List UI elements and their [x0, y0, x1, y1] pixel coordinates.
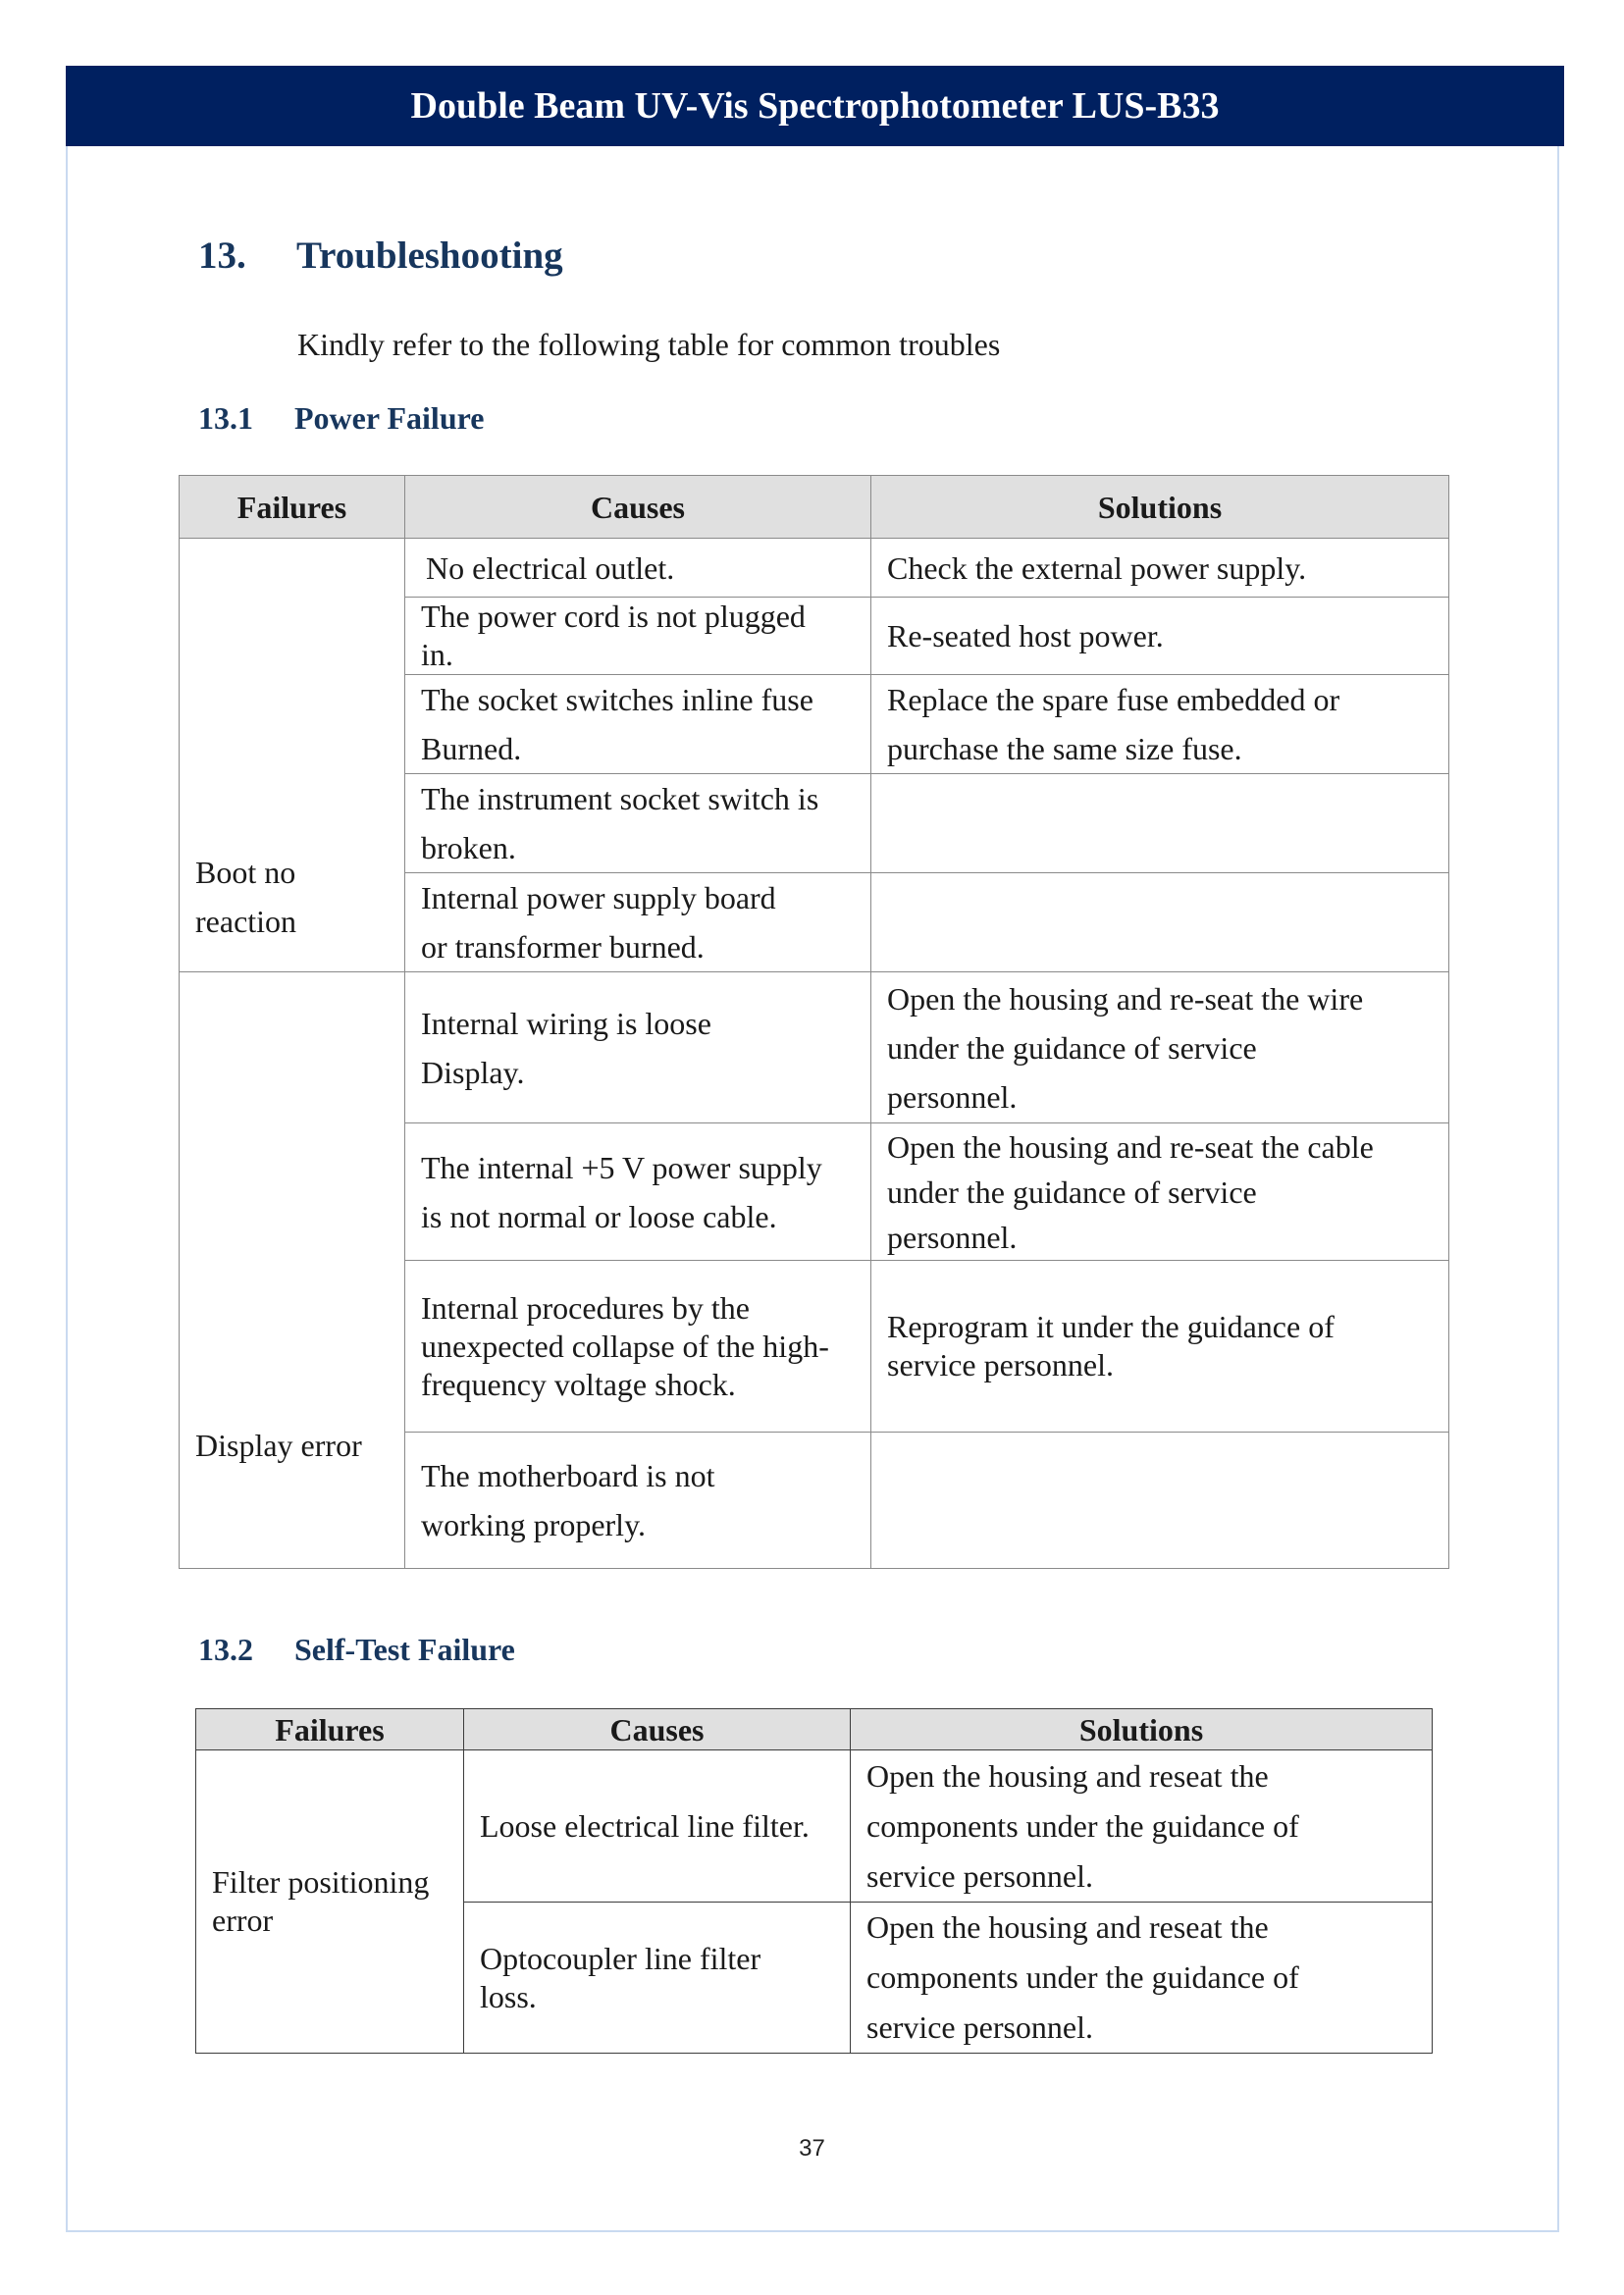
solution-cell-empty [871, 774, 1449, 873]
column-header-failures: Failures [196, 1709, 464, 1750]
column-header-causes: Causes [464, 1709, 851, 1750]
solution-cell: Open the housing and re-seat the wire under the guidance of service personnel. [871, 972, 1449, 1123]
solution-cell: Open the housing and reseat the components under the guidance of service personnel. [851, 1750, 1433, 1903]
column-header-failures: Failures [180, 476, 405, 539]
cause-cell: Optocoupler line filter loss. [464, 1903, 851, 2054]
cause-cell: The internal +5 V power supply is not normal or loose cable. [405, 1123, 871, 1261]
cause-cell: Loose electrical line filter. [464, 1750, 851, 1903]
table-header-row [196, 1709, 1433, 1750]
solution-cell-empty [871, 873, 1449, 972]
failure-cell: Display error [180, 972, 405, 1569]
subsection-title-selftest: Self-Test Failure [294, 1632, 515, 1667]
table-row [180, 972, 1449, 1123]
cause-cell: Internal wiring is loose Display. [405, 972, 871, 1123]
cause-cell: Internal procedures by the unexpected collapse of the high- frequency voltage shock. [405, 1261, 871, 1433]
section-intro: Kindly refer to the following table for common troubles [297, 327, 1001, 362]
document-title-bar [66, 66, 1564, 146]
cause-cell: No electrical outlet. [405, 539, 871, 598]
cause-cell: The socket switches inline fuse Burned. [405, 675, 871, 774]
column-header-solutions: Solutions [871, 476, 1449, 539]
table-row [180, 539, 1449, 598]
solution-cell: Check the external power supply. [871, 539, 1449, 598]
solution-cell: Open the housing and reseat the components under the guidance of service personnel. [851, 1903, 1433, 2054]
column-header-causes: Causes [405, 476, 871, 539]
table-row [196, 1750, 1433, 1903]
power-failure-table [179, 475, 1449, 1569]
solution-cell: Open the housing and re-seat the cable under the guidance of service personnel. [871, 1123, 1449, 1261]
column-header-solutions: Solutions [851, 1709, 1433, 1750]
cause-cell: Internal power supply board or transformer burned. [405, 873, 871, 972]
failure-cell: Boot no reaction [180, 539, 405, 972]
solution-cell: Re-seated host power. [871, 598, 1449, 675]
cause-cell: The power cord is not plugged in. [405, 598, 871, 675]
cause-cell: The instrument socket switch is broken. [405, 774, 871, 873]
solution-cell: Reprogram it under the guidance of service personnel. [871, 1261, 1449, 1433]
failure-cell: Filter positioning error [196, 1750, 464, 2054]
subsection-title-power: Power Failure [294, 400, 485, 436]
solution-cell-empty [871, 1433, 1449, 1569]
section-number: 13. [198, 235, 246, 277]
table-header-row [180, 476, 1449, 539]
cause-cell: The motherboard is not working properly. [405, 1433, 871, 1569]
document-title: Double Beam UV-Vis Spectrophotometer LUS-B33 [410, 85, 1220, 127]
subsection-number-power: 13.1 [198, 400, 253, 436]
solution-cell: Replace the spare fuse embedded or purchase the same size fuse. [871, 675, 1449, 774]
subsection-number-selftest: 13.2 [198, 1632, 253, 1667]
page-number: 37 [799, 2135, 825, 2162]
self-test-failure-table [195, 1708, 1433, 2054]
section-title: Troubleshooting [296, 235, 563, 277]
